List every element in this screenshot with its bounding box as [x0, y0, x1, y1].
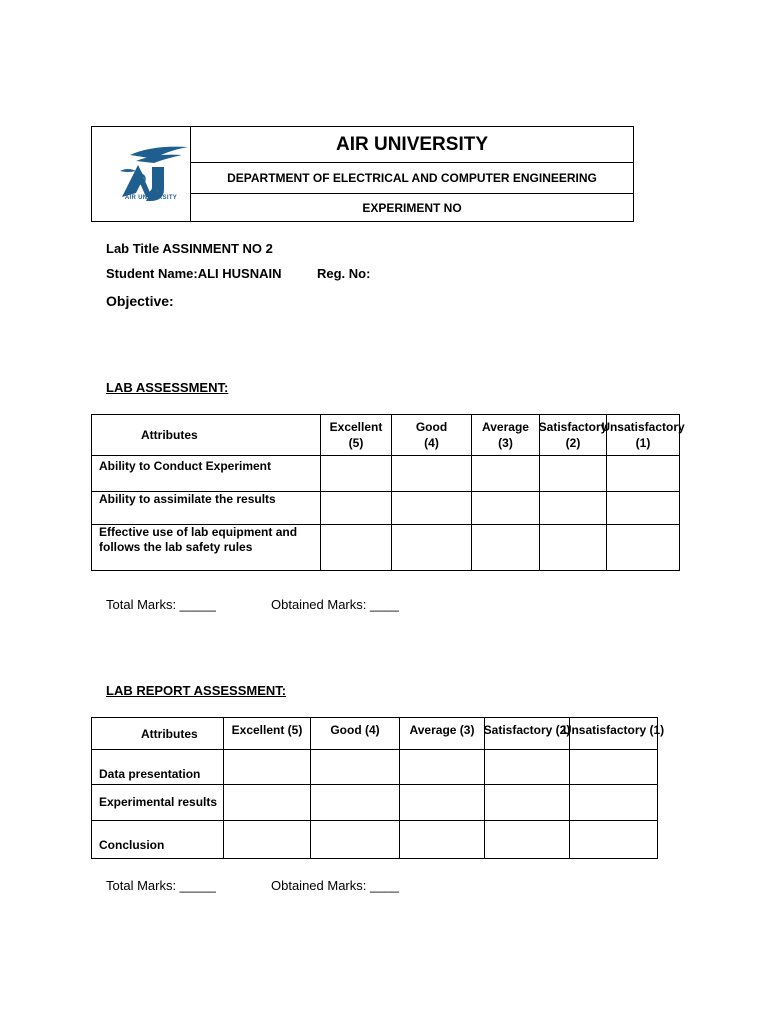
lab-title: Lab Title ASSINMENT NO 2	[106, 241, 273, 256]
score-cell	[570, 750, 658, 785]
reg-no: Reg. No:	[317, 266, 371, 281]
score-cell	[400, 750, 485, 785]
score-cell	[224, 821, 311, 859]
table-header-row	[92, 415, 680, 456]
score-cell	[607, 525, 680, 571]
score-cell	[321, 525, 392, 571]
score-cell	[392, 492, 472, 525]
total-marks-2: Total Marks: _____	[106, 878, 216, 893]
row-label-conduct: Ability to Conduct Experiment	[92, 456, 321, 492]
score-cell	[485, 785, 570, 821]
logo-cell	[92, 127, 191, 221]
row-label-equipment: Effective use of lab equipment and follows the lab safety rules	[92, 525, 321, 571]
column-header-unsatisfactory: Unsatisfactory (1)	[570, 718, 658, 750]
air-university-logo-icon	[92, 127, 191, 221]
row-label-assimilate: Ability to assimilate the results	[92, 492, 321, 525]
header-box	[91, 126, 634, 222]
score-cell	[311, 750, 400, 785]
score-cell	[400, 821, 485, 859]
column-header-satisfactory: Satisfactory (2)	[540, 415, 607, 456]
lab-assessment-heading: LAB ASSESSMENT:	[106, 380, 229, 395]
score-cell	[224, 750, 311, 785]
score-cell	[570, 785, 658, 821]
score-cell	[485, 821, 570, 859]
obtained-marks-1: Obtained Marks: ____	[271, 597, 399, 612]
table-row	[92, 492, 680, 525]
row-label-experimental-results: Experimental results	[92, 785, 224, 821]
row-label-conclusion: Conclusion	[92, 821, 224, 859]
column-header-excellent: Excellent (5)	[224, 718, 311, 750]
university-title: AIR UNIVERSITY	[191, 127, 633, 163]
score-cell	[607, 456, 680, 492]
column-header-average: Average (3)	[400, 718, 485, 750]
column-header-good: Good (4)	[392, 415, 472, 456]
score-cell	[485, 750, 570, 785]
score-cell	[472, 492, 540, 525]
score-cell	[392, 456, 472, 492]
score-cell	[570, 821, 658, 859]
table-header-row	[92, 718, 658, 750]
lab-assessment-table	[91, 414, 685, 571]
score-cell	[311, 821, 400, 859]
score-cell	[607, 492, 680, 525]
table-row	[92, 750, 658, 785]
row-label-data-presentation: Data presentation	[92, 750, 224, 785]
lab-report-heading: LAB REPORT ASSESSMENT:	[106, 683, 287, 698]
attributes-header: Attributes	[92, 415, 321, 456]
student-name: Student Name:ALI HUSNAIN	[106, 266, 282, 281]
score-cell	[472, 525, 540, 571]
column-header-average: Average (3)	[472, 415, 540, 456]
score-cell	[540, 525, 607, 571]
table-row	[92, 525, 680, 571]
table-row	[92, 785, 658, 821]
score-cell	[392, 525, 472, 571]
obtained-marks-2: Obtained Marks: ____	[271, 878, 399, 893]
score-cell	[321, 492, 392, 525]
department-title: DEPARTMENT OF ELECTRICAL AND COMPUTER ENGINEERING	[191, 163, 633, 194]
score-cell	[321, 456, 392, 492]
score-cell	[472, 456, 540, 492]
score-cell	[311, 785, 400, 821]
column-header-good: Good (4)	[311, 718, 400, 750]
table-row	[92, 821, 658, 859]
score-cell	[400, 785, 485, 821]
logo-text: AIR UNIVERSITY	[124, 195, 178, 201]
lab-report-table	[91, 717, 665, 859]
column-header-satisfactory: Satisfactory (2)	[485, 718, 570, 750]
score-cell	[540, 456, 607, 492]
score-cell	[224, 785, 311, 821]
column-header-excellent: Excellent (5)	[321, 415, 392, 456]
attributes-header: Attributes	[92, 718, 224, 750]
column-header-unsatisfactory: Unsatisfactory (1)	[607, 415, 680, 456]
total-marks-1: Total Marks: _____	[106, 597, 216, 612]
objective-label: Objective:	[106, 293, 174, 309]
table-row	[92, 456, 680, 492]
experiment-no: EXPERIMENT NO	[362, 200, 462, 215]
score-cell	[540, 492, 607, 525]
